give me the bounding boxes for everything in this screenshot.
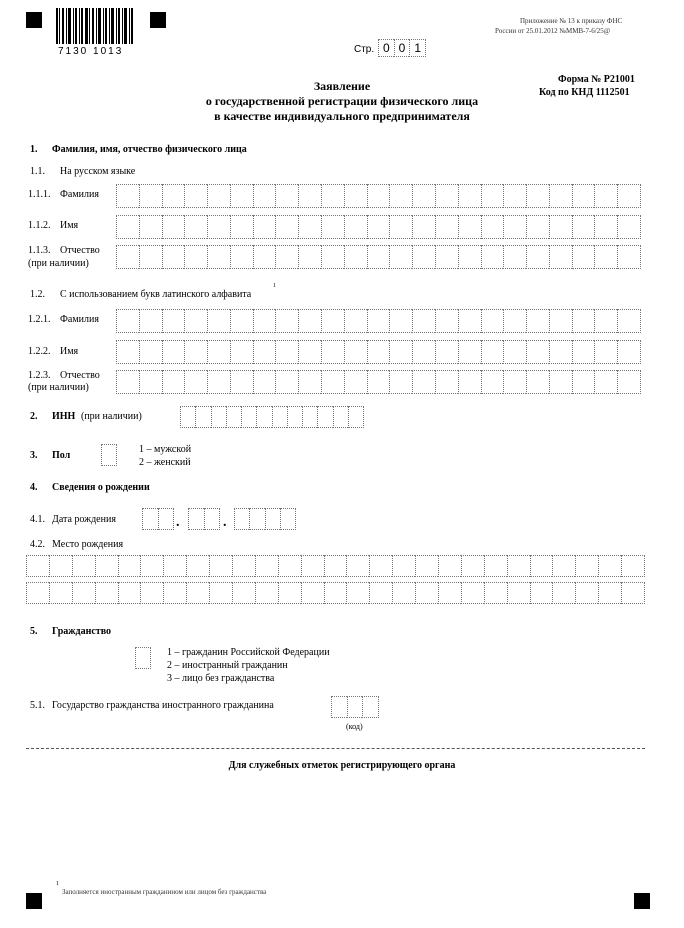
char-cell[interactable] [118,555,141,577]
char-cell[interactable] [575,555,598,577]
barcode-number: 7130 1013 [58,46,124,57]
char-cell[interactable] [594,184,617,208]
char-cell[interactable] [438,555,461,577]
char-cell[interactable] [162,309,185,333]
char-cell[interactable] [116,309,139,333]
section4-number: 4. [30,482,38,493]
char-cell[interactable] [346,582,369,604]
char-cell[interactable] [180,406,195,428]
corner-marker-top-right [150,12,166,28]
char-cell[interactable] [162,370,185,394]
char-cell[interactable] [26,555,49,577]
char-cell[interactable] [280,508,296,530]
char-cell[interactable] [412,184,435,208]
char-cell[interactable] [549,340,572,364]
char-cell[interactable] [275,184,298,208]
surname-latin-input[interactable] [116,309,641,333]
char-cell[interactable] [184,184,207,208]
char-cell[interactable] [232,555,255,577]
field-1-2-1-number: 1.2.1. [28,314,51,325]
char-cell[interactable] [481,309,504,333]
char-cell[interactable] [241,406,256,428]
barcode-icon [56,8,134,44]
char-cell[interactable] [230,215,253,239]
char-cell[interactable] [207,309,230,333]
char-cell[interactable] [209,582,232,604]
corner-marker-bottom-right [634,893,650,909]
country-code-input[interactable] [331,696,379,718]
char-cell[interactable] [116,184,139,208]
char-cell[interactable] [572,309,595,333]
char-cell[interactable] [162,184,185,208]
section4-title: Сведения о рождении [52,482,150,493]
char-cell[interactable] [211,406,226,428]
section1-1-title: На русском языке [60,166,136,177]
char-cell[interactable] [367,184,390,208]
char-cell[interactable] [389,370,412,394]
char-cell[interactable] [278,582,301,604]
char-cell[interactable] [617,309,641,333]
birth-day-input[interactable] [142,508,174,530]
char-cell[interactable] [324,555,347,577]
char-cell[interactable] [461,582,484,604]
char-cell[interactable] [481,340,504,364]
char-cell[interactable] [526,340,549,364]
field-4-2-number: 4.2. [30,539,45,550]
char-cell[interactable] [49,555,72,577]
section3-title: Пол [52,450,71,461]
char-cell[interactable] [617,340,641,364]
char-cell[interactable] [458,370,481,394]
char-cell[interactable] [503,340,526,364]
patronymic-ru-input[interactable] [116,245,641,269]
char-cell[interactable] [333,406,348,428]
char-cell[interactable] [552,582,575,604]
char-cell[interactable] [369,582,392,604]
section5-number: 5. [30,626,38,637]
char-cell[interactable] [617,245,641,269]
char-cell[interactable] [253,370,276,394]
char-cell[interactable] [344,309,367,333]
birth-place-input-row-1[interactable] [26,555,645,577]
char-cell[interactable] [186,555,209,577]
patronymic-latin-input[interactable] [116,370,641,394]
char-cell[interactable] [256,406,271,428]
official-use-title: Для служебных отметок регистрирующего органа [228,760,456,771]
char-cell[interactable] [230,309,253,333]
char-cell[interactable] [298,340,321,364]
char-cell[interactable] [116,370,139,394]
birth-place-input-row-2[interactable] [26,582,645,604]
char-cell[interactable] [278,555,301,577]
char-cell[interactable] [617,215,641,239]
char-cell[interactable] [435,215,458,239]
char-cell[interactable] [116,340,139,364]
char-cell[interactable] [503,245,526,269]
char-cell[interactable] [139,340,162,364]
char-cell[interactable] [526,370,549,394]
name-latin-input[interactable] [116,340,641,364]
char-cell[interactable] [184,215,207,239]
char-cell[interactable] [321,340,344,364]
char-cell[interactable] [298,309,321,333]
char-cell[interactable] [344,370,367,394]
char-cell[interactable] [435,245,458,269]
char-cell[interactable] [458,340,481,364]
char-cell[interactable] [118,582,141,604]
footnote-superscript: 1 [273,283,276,289]
sex-option-female: 2 – женский [139,457,191,468]
char-cell[interactable] [344,245,367,269]
birth-month-input[interactable] [188,508,220,530]
citizenship-input[interactable] [135,647,151,669]
title-line-3: в качестве индивидуального предпринимателя [214,109,470,123]
char-cell[interactable] [412,370,435,394]
char-cell[interactable] [415,555,438,577]
char-cell[interactable] [139,184,162,208]
char-cell[interactable] [302,406,317,428]
char-cell[interactable] [230,340,253,364]
field-1-2-3-note: (при наличии) [28,382,89,393]
char-cell[interactable] [549,309,572,333]
char-cell[interactable] [526,184,549,208]
char-cell[interactable] [321,184,344,208]
char-cell[interactable] [140,555,163,577]
char-cell[interactable] [458,245,481,269]
char-cell[interactable] [367,215,390,239]
char-cell[interactable] [275,370,298,394]
char-cell[interactable] [503,370,526,394]
char-cell[interactable] [317,406,332,428]
field-1-1-3-label: Отчество [60,245,100,256]
form-number: Форма № Р21001 [558,74,635,85]
char-cell[interactable] [321,215,344,239]
char-cell[interactable] [369,555,392,577]
page-label: Стр. [354,44,375,55]
char-cell[interactable] [367,370,390,394]
field-1-2-3-number: 1.2.3. [28,370,51,381]
section2-title: ИНН [52,411,76,422]
char-cell[interactable] [367,245,390,269]
field-1-1-1-label: Фамилия [60,189,99,200]
section1-1-number: 1.1. [30,166,45,177]
section1-2-title: С использованием букв латинского алфавита [60,289,252,300]
char-cell[interactable] [507,555,530,577]
char-cell[interactable] [389,340,412,364]
char-cell[interactable] [367,309,390,333]
char-cell[interactable] [207,184,230,208]
field-4-1-number: 4.1. [30,514,45,525]
char-cell[interactable] [594,245,617,269]
char-cell[interactable] [116,215,139,239]
char-cell[interactable] [139,370,162,394]
char-cell[interactable] [207,370,230,394]
char-cell[interactable] [301,555,324,577]
char-cell[interactable] [184,245,207,269]
char-cell[interactable] [184,309,207,333]
char-cell[interactable] [209,555,232,577]
char-cell[interactable] [594,370,617,394]
char-cell[interactable] [412,309,435,333]
char-cell[interactable] [162,245,185,269]
char-cell[interactable] [226,406,241,428]
title-line-1: Заявление [313,79,371,93]
char-cell[interactable] [389,215,412,239]
corner-marker-top-left [26,12,42,28]
char-cell[interactable] [572,370,595,394]
section3-number: 3. [30,450,38,461]
char-cell[interactable] [234,508,249,530]
char-cell[interactable] [195,406,210,428]
char-cell[interactable] [389,309,412,333]
char-cell[interactable] [598,555,621,577]
char-cell[interactable] [526,309,549,333]
char-cell[interactable] [503,184,526,208]
separator-dashed-line [26,748,645,749]
char-cell[interactable] [362,696,379,718]
char-cell[interactable] [435,309,458,333]
char-cell[interactable] [298,215,321,239]
char-cell[interactable] [344,184,367,208]
appendix-line-2: России от 25.01.2012 №ММВ-7-6/25@ [495,27,611,35]
char-cell[interactable] [275,245,298,269]
citizenship-option-3: 3 – лицо без гражданства [167,673,275,684]
field-1-1-3-number: 1.1.3. [28,245,51,256]
char-cell[interactable] [275,215,298,239]
country-code-note: (код) [346,722,363,731]
char-cell[interactable] [572,340,595,364]
char-cell[interactable] [503,215,526,239]
char-cell[interactable] [26,582,49,604]
char-cell[interactable] [458,309,481,333]
char-cell[interactable] [255,582,278,604]
char-cell[interactable] [204,508,221,530]
char-cell[interactable] [207,340,230,364]
page-digit-box: 0 [378,39,394,57]
char-cell[interactable] [621,555,645,577]
char-cell[interactable] [232,582,255,604]
char-cell[interactable] [435,184,458,208]
char-cell[interactable] [275,309,298,333]
char-cell[interactable] [298,245,321,269]
char-cell[interactable] [186,582,209,604]
char-cell[interactable] [344,215,367,239]
char-cell[interactable] [412,245,435,269]
char-cell[interactable] [253,309,276,333]
barcode [56,8,134,44]
char-cell[interactable] [230,184,253,208]
field-4-2-label: Место рождения [52,539,124,550]
char-cell[interactable] [184,370,207,394]
char-cell[interactable] [253,340,276,364]
char-cell[interactable] [140,582,163,604]
char-cell[interactable] [158,508,175,530]
char-cell[interactable] [458,184,481,208]
char-cell[interactable] [139,215,162,239]
char-cell[interactable] [249,508,264,530]
char-cell[interactable] [163,582,186,604]
field-1-1-3-note: (при наличии) [28,258,89,269]
char-cell[interactable] [481,370,504,394]
page-number-boxes [378,39,426,57]
section5-title: Гражданство [52,626,112,637]
char-cell[interactable] [552,555,575,577]
field-1-2-2-label: Имя [60,346,79,357]
char-cell[interactable] [298,370,321,394]
char-cell[interactable] [72,582,95,604]
surname-ru-input[interactable] [116,184,641,208]
char-cell[interactable] [287,406,302,428]
char-cell[interactable] [458,215,481,239]
char-cell[interactable] [526,245,549,269]
char-cell[interactable] [598,582,621,604]
char-cell[interactable] [301,582,324,604]
section2-note: (при наличии) [81,411,142,422]
char-cell[interactable] [139,245,162,269]
char-cell[interactable] [142,508,158,530]
field-1-1-2-number: 1.1.2. [28,220,51,231]
char-cell[interactable] [481,215,504,239]
char-cell[interactable] [265,508,280,530]
field-5-1-label: Государство гражданства иностранного гражданина [52,700,274,711]
char-cell[interactable] [367,340,390,364]
field-1-2-2-number: 1.2.2. [28,346,51,357]
char-cell[interactable] [253,245,276,269]
char-cell[interactable] [230,370,253,394]
char-cell[interactable] [116,245,139,269]
char-cell[interactable] [188,508,204,530]
char-cell[interactable] [347,696,363,718]
char-cell[interactable] [549,245,572,269]
char-cell[interactable] [412,340,435,364]
char-cell[interactable] [461,555,484,577]
char-cell[interactable] [230,245,253,269]
section2-number: 2. [30,411,38,422]
char-cell[interactable] [503,309,526,333]
appendix-line-1: Приложение № 13 к приказу ФНС [520,17,623,25]
citizenship-option-2: 2 – иностранный гражданин [167,660,288,671]
char-cell[interactable] [163,555,186,577]
char-cell[interactable] [184,340,207,364]
char-cell[interactable] [389,184,412,208]
char-cell[interactable] [507,582,530,604]
char-cell[interactable] [549,370,572,394]
char-cell[interactable] [549,184,572,208]
char-cell[interactable] [321,309,344,333]
date-separator-dot: . [176,515,180,530]
footnote-text: Заполняется иностранным гражданином или лицом без гражданства [62,888,267,896]
char-cell[interactable] [621,582,645,604]
char-cell[interactable] [389,245,412,269]
char-cell[interactable] [438,582,461,604]
field-1-2-3-label: Отчество [60,370,100,381]
page-digit-box: 1 [409,39,426,57]
field-1-1-2-label: Имя [60,220,79,231]
char-cell[interactable] [484,555,507,577]
char-cell[interactable] [481,184,504,208]
char-cell[interactable] [530,582,553,604]
section1-number: 1. [30,144,38,155]
char-cell[interactable] [484,582,507,604]
section1-2-number: 1.2. [30,289,45,300]
char-cell[interactable] [272,406,287,428]
knd-code: Код по КНД 1112501 [539,87,630,98]
char-cell[interactable] [481,245,504,269]
char-cell[interactable] [572,245,595,269]
page-digit-box: 0 [394,39,410,57]
sex-input[interactable] [101,444,117,466]
char-cell[interactable] [594,215,617,239]
char-cell[interactable] [348,406,364,428]
char-cell[interactable] [324,582,347,604]
char-cell[interactable] [530,555,553,577]
char-cell[interactable] [346,555,369,577]
char-cell[interactable] [321,245,344,269]
char-cell[interactable] [253,215,276,239]
name-ru-input[interactable] [116,215,641,239]
char-cell[interactable] [139,309,162,333]
field-1-2-1-label: Фамилия [60,314,99,325]
char-cell[interactable] [594,309,617,333]
footnote-mark: 1 [56,881,59,887]
char-cell[interactable] [575,582,598,604]
char-cell[interactable] [594,340,617,364]
field-4-1-label: Дата рождения [52,514,116,525]
date-separator-dot: . [223,515,227,530]
field-5-1-number: 5.1. [30,700,45,711]
birth-year-input[interactable] [234,508,296,530]
corner-marker-bottom-left [26,893,42,909]
char-cell[interactable] [331,696,347,718]
char-cell[interactable] [275,340,298,364]
char-cell[interactable] [435,340,458,364]
char-cell[interactable] [435,370,458,394]
char-cell[interactable] [255,555,278,577]
char-cell[interactable] [95,582,118,604]
char-cell[interactable] [572,184,595,208]
char-cell[interactable] [392,582,415,604]
section1-title: Фамилия, имя, отчество физического лица [52,144,247,155]
char-cell[interactable] [549,215,572,239]
char-cell[interactable] [162,340,185,364]
char-cell[interactable] [392,555,415,577]
sex-option-male: 1 – мужской [139,444,192,455]
char-cell[interactable] [72,555,95,577]
inn-input[interactable] [180,406,364,428]
citizenship-option-1: 1 – гражданин Российской Федерации [167,647,330,658]
char-cell[interactable] [415,582,438,604]
char-cell[interactable] [617,184,641,208]
char-cell[interactable] [49,582,72,604]
char-cell[interactable] [412,215,435,239]
char-cell[interactable] [207,245,230,269]
char-cell[interactable] [253,184,276,208]
char-cell[interactable] [135,647,151,669]
char-cell[interactable] [617,370,641,394]
char-cell[interactable] [207,215,230,239]
char-cell[interactable] [321,370,344,394]
title-line-2: о государственной регистрации физического лица [205,94,479,108]
char-cell[interactable] [344,340,367,364]
char-cell[interactable] [162,215,185,239]
field-1-1-1-number: 1.1.1. [28,189,51,200]
char-cell[interactable] [101,444,117,466]
char-cell[interactable] [572,215,595,239]
char-cell[interactable] [95,555,118,577]
char-cell[interactable] [298,184,321,208]
char-cell[interactable] [526,215,549,239]
